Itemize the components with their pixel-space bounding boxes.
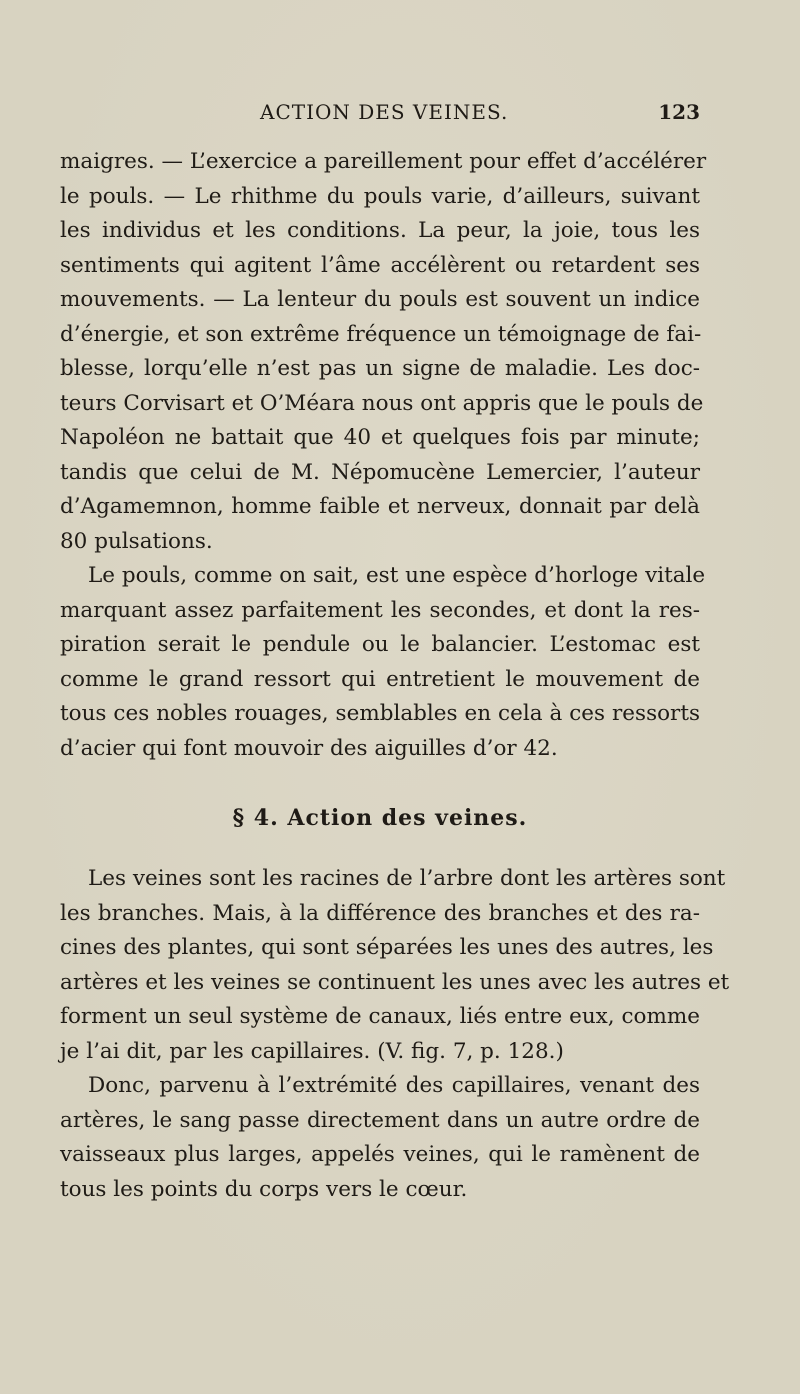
paragraph-line: les branches. Mais, à la différence des branches et des ra- (60, 900, 700, 926)
paragraph-line: piration serait le pendule ou le balancier. L’estomac est (60, 632, 700, 657)
paragraph-line: le pouls. — Le rhithme du pouls varie, d’ailleurs, suivant (60, 183, 700, 209)
body-text-top (60, 145, 707, 766)
paragraph-line: Le pouls, comme on sait, est une espèce d’horloge vitale (88, 563, 706, 588)
paragraph-line: d’acier qui font mouvoir des aiguilles d’or 42. (60, 735, 558, 761)
paragraph-line: 80 pulsations. (60, 528, 213, 554)
paragraph-line: sentiments qui agitent l’âme accélèrent ou retardent ses (60, 252, 700, 278)
paragraph-line: Napoléon ne battait que 40 et quelques fois par minute; (60, 425, 700, 450)
paragraph-line: artères et les veines se continuent les unes avec les autres et (60, 969, 730, 995)
paragraph-line: teurs Corvisart et O’Méara nous ont appris que le pouls de (60, 390, 704, 416)
paragraph-line: forment un seul système de canaux, liés entre eux, comme (60, 1004, 700, 1029)
paragraph-line: blesse, lorqu’elle n’est pas un signe de maladie. Les doc- (60, 356, 700, 381)
running-head: ACTION DES VEINES. (260, 100, 509, 124)
paragraph-line: comme le grand ressort qui entretient le mouvement de (60, 666, 700, 692)
paragraph-line: Donc, parvenu à l’extrémité des capillaires, venant des (88, 1073, 700, 1098)
paragraph-line: d’Agamemnon, homme faible et nerveux, donnait par delà (60, 494, 700, 519)
paragraph-line: vaisseaux plus larges, appelés veines, qui le ramènent de (60, 1142, 700, 1167)
paragraph-line: tandis que celui de M. Népomucène Lemercier, l’auteur (60, 459, 700, 485)
paragraph-line: tous les points du corps vers le cœur. (60, 1176, 468, 1202)
paragraph-line: les individus et les conditions. La peur, la joie, tous les (60, 218, 700, 243)
page-header (60, 100, 700, 130)
paragraph-line: d’énergie, et son extrême fréquence un témoignage de fai- (60, 321, 702, 347)
paragraph-line: marquant assez parfaitement les secondes, et dont la res- (60, 597, 700, 623)
page-number: 123 (658, 100, 700, 124)
paragraph-line: cines des plantes, qui sont séparées les unes des autres, les (60, 935, 714, 960)
paragraph-line: je l’ai dit, par les capillaires. (V. fig. 7, p. 128.) (60, 1038, 564, 1064)
paragraph-line: tous ces nobles rouages, semblables en cela à ces ressorts (60, 701, 700, 726)
paragraph-line: Les veines sont les racines de l’arbre dont les artères sont (88, 866, 726, 891)
body-text-bottom (60, 862, 730, 1207)
section-heading: § 4. Action des veines. (232, 805, 528, 831)
paragraph-line: mouvements. — La lenteur du pouls est souvent un indice (60, 287, 700, 312)
paragraph-line: maigres. — L’exercice a pareillement pour effet d’accélérer (60, 149, 707, 174)
paragraph-line: artères, le sang passe directement dans un autre ordre de (60, 1107, 700, 1133)
